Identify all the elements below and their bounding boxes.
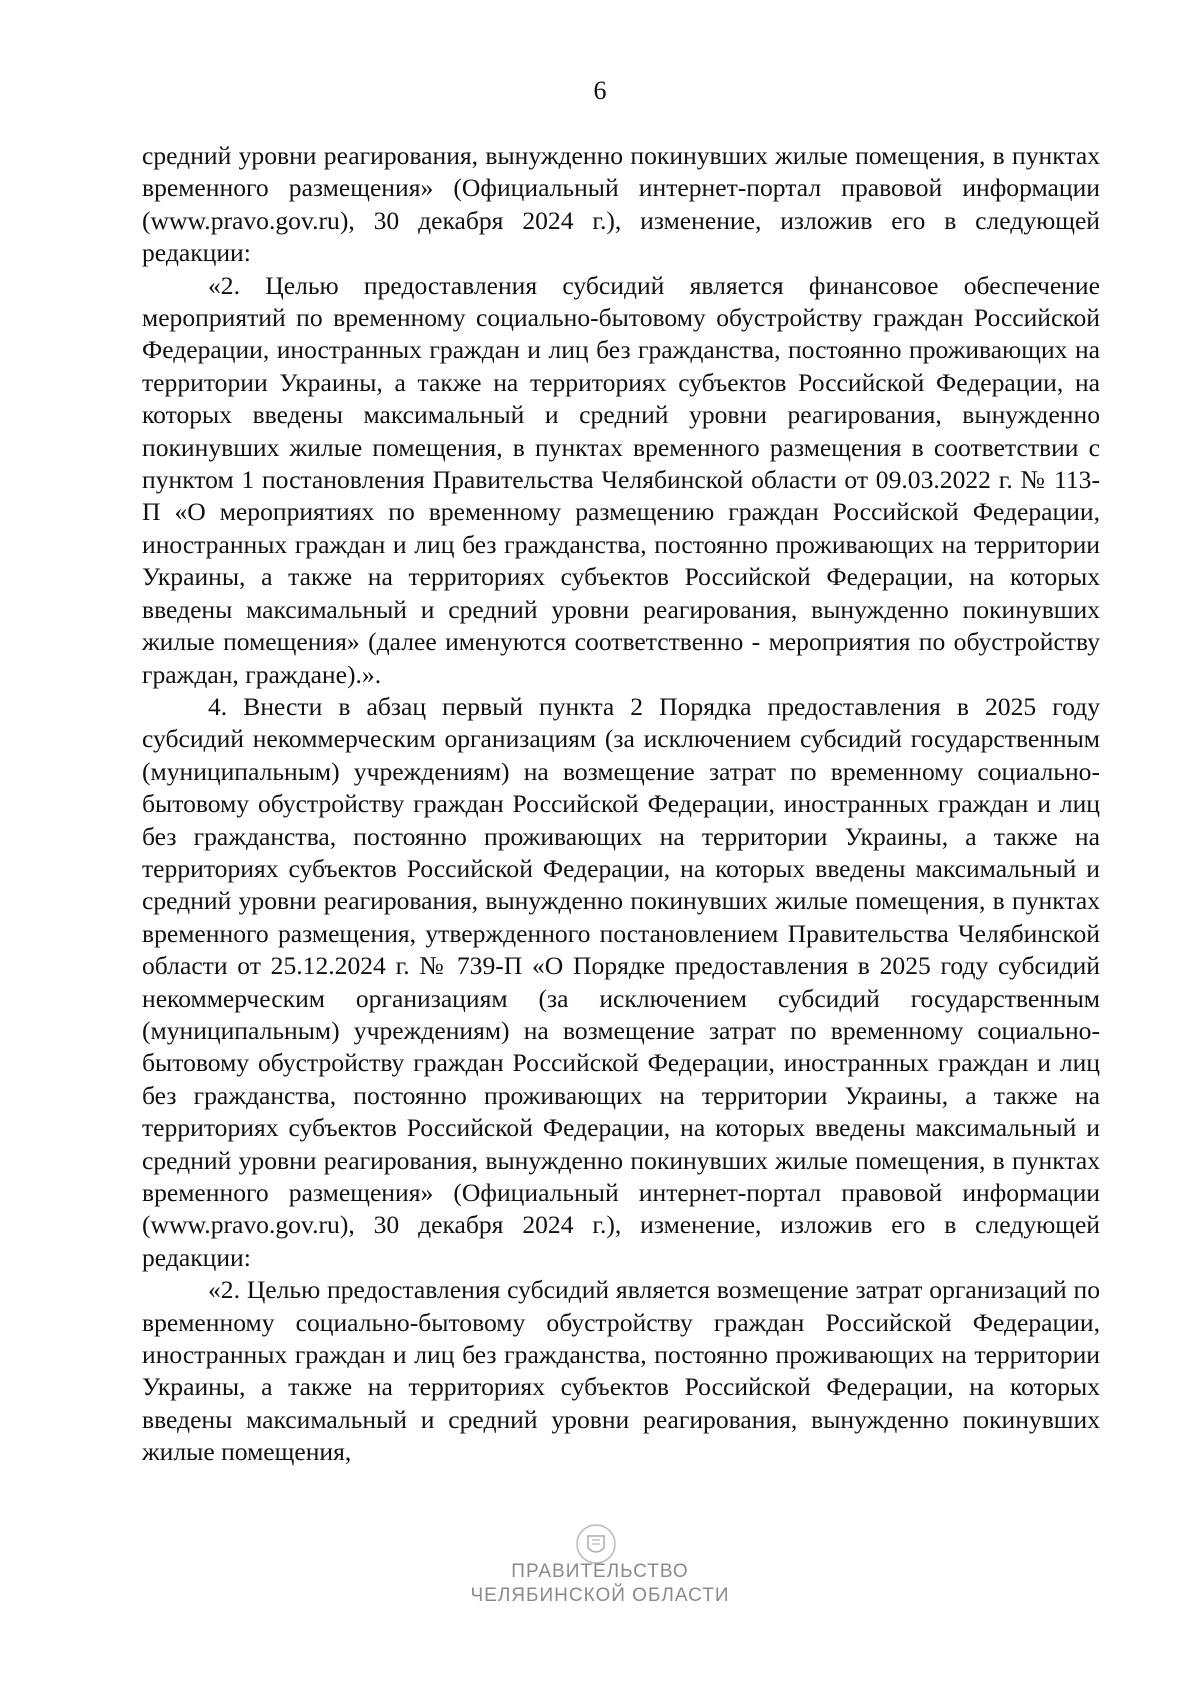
page-number: 6	[593, 76, 607, 105]
paragraph-item-4: 4. Внести в абзац первый пункта 2 Порядка предоставления в 2025 году субсидий некоммерческим организациям (за исключением субсидий государственным (муниципальным) учреждениям) на возмещение затрат по временному социально-бытовому обустройству граждан Российской Федерации, иностранных граждан и лиц без гражданства, постоянно проживающих на территории Украины, а также на территориях субъектов Российской Федерации, на которых введены максимальный и средний уровни реагирования, вынужденно покинувших жилые помещения, в пунктах временного размещения, утвержденного постановлением Правительства Челябинской области от 25.12.2024 г. № 739-П «О Порядке предоставления в 2025 году субсидий некоммерческим организациям (за исключением субсидий государственным (муниципальным) учреждениям) на возмещение затрат по временному социально-бытовому обустройству граждан Российской Федерации, иностранных граждан и лиц без гражданства, постоянно проживающих на территории Украины, а также на территориях субъектов Российской Федерации, на которых введены максимальный и средний уровни реагирования, вынужденно покинувших жилые помещения, в пунктах временного размещения» (Официальный интернет-портал правовой информации (www.pravo.gov.ru), 30 декабря 2024 г.), изменение, изложив его в следующей редакции:	[142, 691, 1100, 1272]
paragraph-quoted-clause-2-first: «2. Целью предоставления субсидий является финансовое обеспечение мероприятий по временному социально-бытовому обустройству граждан Российской Федерации, иностранных граждан и лиц без гражданства, постоянно проживающих на территории Украины, а также на территориях субъектов Российской Федерации, на которых введены максимальный и средний уровни реагирования, вынужденно покинувших жилые помещения, в пунктах временного размещения в соответствии с пунктом 1 постановления Правительства Челябинской области от 09.03.2022 г. № 113-П «О мероприятиях по временному размещению граждан Российской Федерации, иностранных граждан и лиц без гражданства, постоянно проживающих на территории Украины, а также на территориях субъектов Российской Федерации, на которых введены максимальный и средний уровни реагирования, вынужденно покинувших жилые помещения» (далее именуются соответственно - мероприятия по обустройству граждан, граждане).».	[142, 270, 1100, 689]
stamp-line-2: ЧЕЛЯБИНСКОЙ ОБЛАСТИ	[470, 1585, 730, 1606]
government-stamp	[0, 1560, 1200, 1608]
stamp-line-1: ПРАВИТЕЛЬСТВО	[511, 1561, 689, 1582]
document-body	[142, 140, 1100, 1469]
paragraph-continuation: средний уровни реагирования, вынужденно покинувших жилые помещения, в пунктах временного размещения» (Официальный интернет-портал правовой информации (www.pravo.gov.ru), 30 декабря 2024 г.), изменение, изложив его в следующей редакции:	[142, 141, 1100, 268]
paragraph-quoted-clause-2-second: «2. Целью предоставления субсидий является возмещение затрат организаций по временному социально-бытовому обустройству граждан Российской Федерации, иностранных граждан и лиц без гражданства, постоянно проживающих на территории Украины, а также на территориях субъектов Российской Федерации, на которых введены максимальный и средний уровни реагирования, вынужденно покинувших жилые помещения,	[142, 1275, 1100, 1467]
